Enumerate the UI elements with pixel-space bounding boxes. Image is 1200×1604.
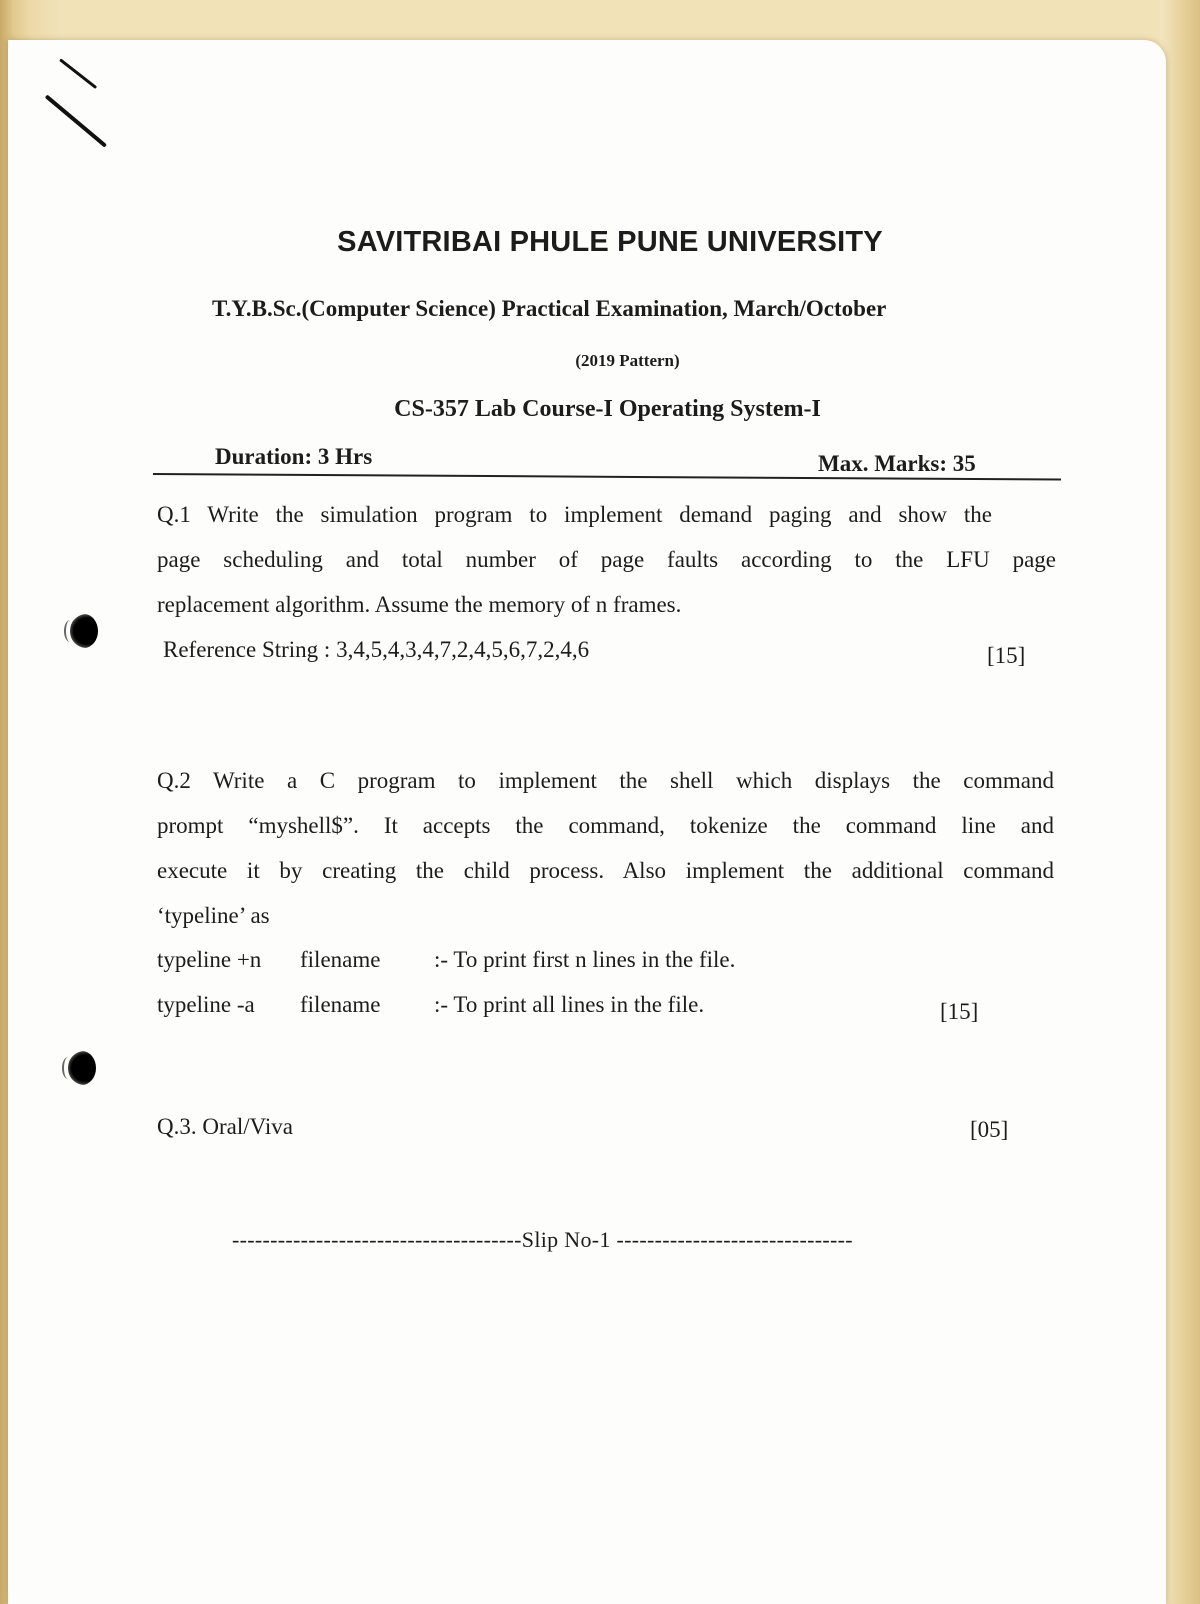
slip-number-footer: --------------------------------------Slip No-1 ------------------------------- [232, 1227, 853, 1252]
q2-command-1-arg: filename [300, 947, 381, 972]
duration-label: Duration: 3 Hrs [215, 444, 373, 469]
q2-line-4: ‘typeline’ as [157, 903, 270, 928]
q2-command-1-desc: :- To print first n lines in the file. [434, 947, 736, 972]
course-title: CS-357 Lab Course-I Operating System-I [394, 396, 821, 422]
q2-marks: [15] [940, 999, 979, 1024]
q3-marks: [05] [970, 1117, 1009, 1142]
q2-line-1: Q.2 Write a C program to implement the shell which displays the command [157, 768, 1054, 793]
q1-line-3: replacement algorithm. Assume the memory of n frames. [157, 592, 682, 617]
q2-command-2-desc: :- To print all lines in the file. [434, 992, 705, 1017]
punch-hole-top [70, 614, 98, 648]
q1-marks: [15] [987, 643, 1026, 668]
q2-command-2-arg: filename [300, 992, 381, 1017]
q2-line-2: prompt “myshell$”. It accepts the command, tokenize the command line and [157, 813, 1054, 838]
punch-hole-bottom [68, 1051, 96, 1085]
university-title: SAVITRIBAI PHULE PUNE UNIVERSITY [337, 226, 883, 258]
q1-line-1: Q.1 Write the simulation program to implement demand paging and show the [157, 502, 992, 527]
q3-text: Q.3. Oral/Viva [157, 1114, 293, 1139]
q1-line-2: page scheduling and total number of page faults according to the LFU page [157, 547, 1056, 572]
exam-title: T.Y.B.Sc.(Computer Science) Practical Examination, March/October [212, 296, 887, 321]
q1-reference-string: Reference String : 3,4,5,4,3,4,7,2,4,5,6,7,2,4,6 [163, 637, 590, 662]
q2-command-1-name: typeline +n [157, 947, 262, 972]
max-marks-label: Max. Marks: 35 [818, 451, 976, 476]
q2-command-2-name: typeline -a [157, 992, 255, 1017]
q2-line-3: execute it by creating the child process. Also implement the additional command [157, 858, 1054, 883]
pattern-label: (2019 Pattern) [575, 351, 680, 370]
